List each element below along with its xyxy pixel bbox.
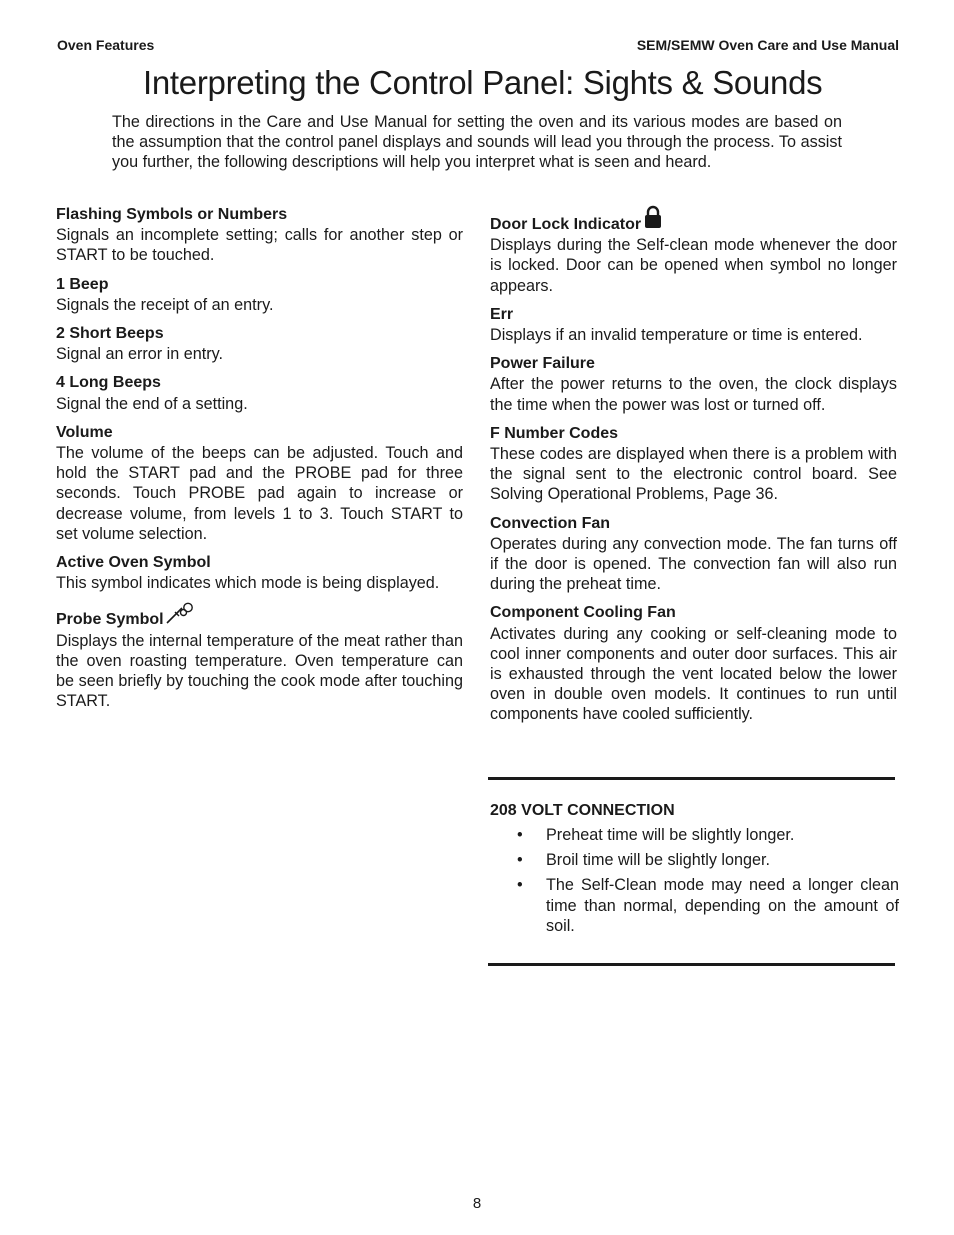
divider-top: [488, 777, 895, 780]
item-text: Signals the receipt of an entry.: [56, 295, 274, 314]
item-flashing-symbols: [56, 205, 463, 266]
list-item: • Preheat time will be slightly longer.: [490, 825, 899, 845]
header-manual-title: SEM/SEMW Oven Care and Use Manual: [636, 37, 899, 53]
list-item: • Broil time will be slightly longer.: [490, 850, 899, 870]
item-heading: 1 Beep: [56, 275, 109, 293]
header-section: Oven Features: [57, 37, 155, 53]
item-text: These codes are displayed when there is a problem with the signal sent to the electronic control board. See Solving Operational Problems, Page 36.: [490, 445, 897, 504]
item-err: [490, 305, 897, 345]
item-text: Displays if an invalid temperature or time is entered.: [490, 326, 863, 345]
padlock-icon: [643, 205, 663, 235]
item-active-oven-symbol: [56, 553, 463, 593]
item-convection-fan: [490, 514, 897, 595]
volt-bullet-list: [490, 825, 899, 936]
item-1-beep: [56, 275, 463, 315]
item-f-number-codes: [490, 424, 897, 505]
item-text: This symbol indicates which mode is being displayed.: [56, 574, 440, 593]
item-text: Signal the end of a setting.: [56, 394, 248, 413]
item-text: Activates during any cooking or self-cleaning mode to cool inner components and outer door surfaces. This air is exhausted through the vent located below the lower oven in double oven models. It continues to run until components have cooled sufficiently.: [490, 624, 897, 724]
item-text: Signal an error in entry.: [56, 345, 224, 364]
item-text: Displays the internal temperature of the meat rather than the oven roasting temperature. Oven temperature can be seen briefly by touching the cook mode after touching START.: [56, 631, 463, 711]
item-component-cooling-fan: [490, 603, 897, 724]
item-volume: [56, 423, 463, 544]
item-4-long-beeps: [56, 373, 463, 413]
item-heading: Err: [490, 305, 514, 323]
item-heading: Power Failure: [490, 355, 595, 373]
item-heading: Active Oven Symbol: [56, 554, 211, 572]
item-power-failure: [490, 354, 897, 415]
page-number: 8: [472, 1195, 482, 1212]
left-column: [56, 205, 463, 720]
item-heading-row: [56, 602, 463, 630]
volt-connection-box: [490, 800, 899, 941]
item-heading: Door Lock Indicator: [490, 216, 642, 233]
item-heading-row: [490, 205, 897, 235]
item-heading: 2 Short Beeps: [56, 325, 164, 343]
intro-paragraph: The directions in the Care and Use Manual for setting the oven and its various modes are based on the assumption that the control panel displays and sounds will lead you through the process. To assist you further, the following descriptions will help you interpret what is seen and heard.: [112, 113, 842, 172]
probe-icon: [166, 602, 196, 630]
item-text: Operates during any convection mode. The fan turns off if the door is opened. The convection fan will also run during the preheat time.: [490, 534, 897, 594]
right-column: [490, 205, 897, 734]
item-heading: Volume: [56, 423, 113, 441]
item-text: After the power returns to the oven, the clock displays the time when the power was lost or turned off.: [490, 375, 897, 414]
item-heading: Component Cooling Fan: [490, 604, 676, 622]
item-door-lock-indicator: [490, 205, 897, 296]
volt-heading: 208 VOLT CONNECTION: [490, 802, 675, 819]
list-item: • The Self-Clean mode may need a longer clean time than normal, depending on the amount of soil.: [490, 875, 899, 936]
item-heading: Convection Fan: [490, 514, 611, 532]
item-heading: Flashing Symbols or Numbers: [56, 206, 288, 223]
item-probe-symbol: [56, 602, 463, 711]
divider-bottom: [488, 963, 895, 966]
item-text: Displays during the Self-clean mode whenever the door is locked. Door can be opened when symbol no longer appears.: [490, 236, 897, 295]
item-heading: F Number Codes: [490, 424, 619, 442]
item-heading: Probe Symbol: [56, 611, 164, 629]
item-2-short-beeps: [56, 324, 463, 364]
page-title: Interpreting the Control Panel: Sights & Sounds: [143, 64, 823, 101]
item-text: The volume of the beeps can be adjusted. Touch and hold the START pad and the PROBE pad for three seconds. Touch PROBE pad again to increase or decrease volume, from levels 1 to 3. Touch START to set volume selection.: [56, 444, 463, 543]
item-text: Signals an incomplete setting; calls for another step or START to be touched.: [56, 226, 463, 265]
item-heading: 4 Long Beeps: [56, 374, 161, 392]
